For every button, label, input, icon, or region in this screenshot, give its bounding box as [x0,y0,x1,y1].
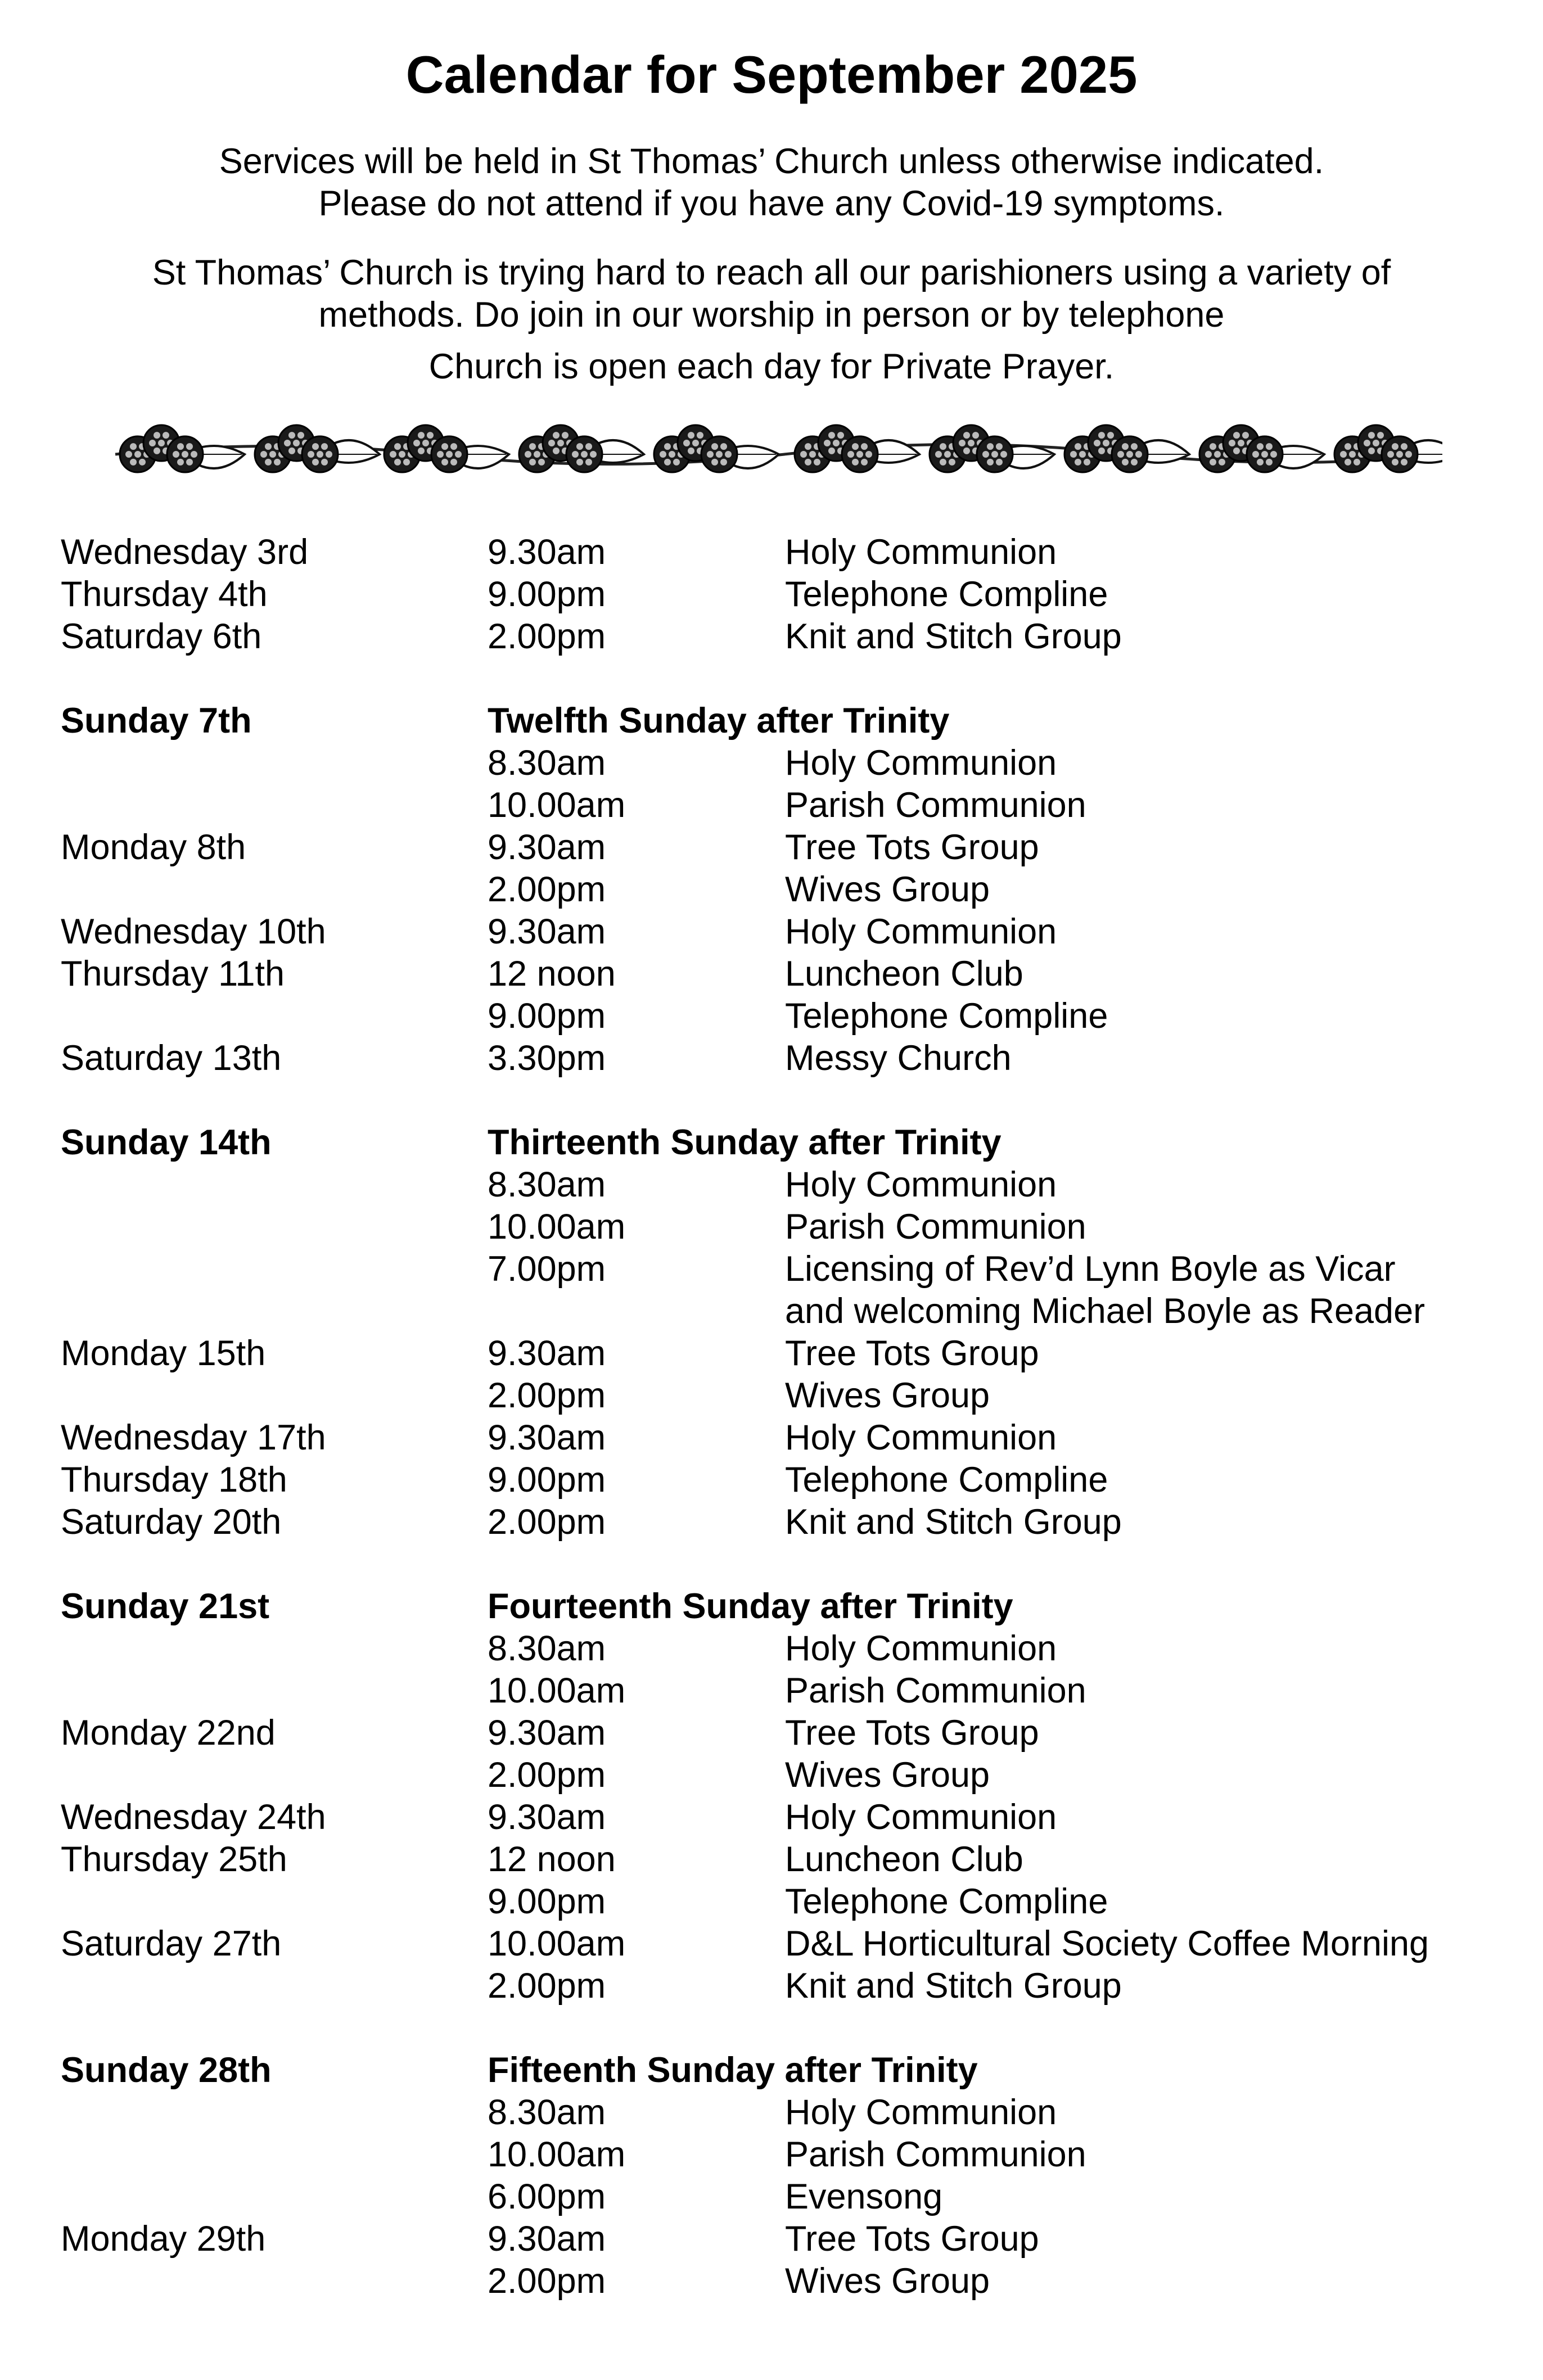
schedule-row [0,2218,1543,2260]
schedule-row [0,1839,1543,1881]
schedule-row [0,1037,1543,1080]
schedule-row [0,1754,1543,1796]
schedule-time: 9.00pm [488,575,606,614]
schedule-time: 9.00pm [488,1460,606,1500]
schedule-spacer [0,1543,1543,1586]
schedule-row [0,531,1543,573]
schedule-event: Wives Group [785,1755,990,1795]
schedule-day: Sunday 14th [61,1123,272,1162]
schedule-event: Holy Communion [785,1165,1057,1204]
schedule-time: 10.00am [488,1207,626,1247]
schedule-time: 2.00pm [488,1376,606,1415]
schedule-time: 9.30am [488,1798,606,1837]
schedule-time: 9.30am [488,828,606,867]
schedule-event: Evensong [785,2177,943,2216]
sunday-heading-row [0,2049,1543,2092]
schedule-time: 2.00pm [488,1502,606,1542]
schedule-event: Wives Group [785,1376,990,1415]
sunday-title: Thirteenth Sunday after Trinity [488,1123,1001,1162]
schedule-event [785,1248,1425,1333]
schedule-time: 3.30pm [488,1038,606,1078]
schedule-time: 10.00am [488,1924,626,1963]
schedule-day: Saturday 27th [61,1924,282,1963]
schedule-time: 9.30am [488,1334,606,1373]
schedule-day: Wednesday 17th [61,1418,326,1457]
schedule-day: Monday 8th [61,828,246,867]
schedule-day: Thursday 4th [61,575,268,614]
schedule-time: 9.30am [488,2219,606,2259]
intro-line: Church is open each day for Private Prayer. [428,347,1115,386]
schedule-event: Holy Communion [785,1798,1057,1837]
schedule-spacer [0,1080,1543,1122]
schedule-day: Sunday 7th [61,701,252,740]
schedule-time: 9.30am [488,1418,606,1457]
schedule-time: 8.30am [488,1629,606,1668]
schedule-day: Wednesday 10th [61,912,326,951]
schedule-event: Parish Communion [785,1671,1086,1710]
schedule-time: 8.30am [488,743,606,783]
schedule-row [0,2176,1543,2218]
schedule-day: Monday 15th [61,1334,266,1373]
schedule-spacer [0,2007,1543,2049]
schedule-event: Luncheon Club [785,1840,1023,1879]
schedule-row [0,1164,1543,1206]
schedule-day: Wednesday 24th [61,1798,326,1837]
schedule-time: 7.00pm [488,1249,606,1289]
sunday-title: Fifteenth Sunday after Trinity [488,2051,978,2090]
schedule-row [0,2260,1543,2302]
schedule-event: Wives Group [785,870,990,909]
schedule-day: Saturday 6th [61,617,262,656]
schedule-row [0,1796,1543,1839]
schedule-row [0,953,1543,995]
schedule-event: Knit and Stitch Group [785,1966,1122,2006]
schedule-time: 10.00am [488,1671,626,1710]
schedule-event: Tree Tots Group [785,1334,1039,1373]
schedule-row [0,1501,1543,1543]
schedule-row [0,616,1543,658]
schedule-event: Holy Communion [785,532,1057,572]
schedule-time: 8.30am [488,1165,606,1204]
schedule-row [0,1417,1543,1459]
schedule-day: Thursday 18th [61,1460,287,1500]
intro-line: Services will be held in St Thomas’ Church unless otherwise indicated. [219,142,1324,181]
schedule-event: Holy Communion [785,743,1057,783]
schedule-day: Sunday 21st [61,1587,270,1626]
schedule-event: Parish Communion [785,1207,1086,1247]
schedule-event: Holy Communion [785,2093,1057,2132]
schedule-row [0,2134,1543,2176]
schedule-day: Wednesday 3rd [61,532,309,572]
schedule-row [0,1628,1543,1670]
schedule-day: Saturday 13th [61,1038,282,1078]
schedule-row [0,1333,1543,1375]
schedule-time: 2.00pm [488,1755,606,1795]
sunday-title: Fourteenth Sunday after Trinity [488,1587,1013,1626]
schedule-row [0,995,1543,1037]
schedule-row [0,1965,1543,2007]
sunday-title: Twelfth Sunday after Trinity [488,701,950,740]
schedule-event: Messy Church [785,1038,1012,1078]
schedule-day: Saturday 20th [61,1502,282,1542]
page-title: Calendar for September 2025 [405,45,1138,104]
schedule-spacer [0,658,1543,700]
sunday-heading-row [0,1586,1543,1628]
schedule-event: Holy Communion [785,1629,1057,1668]
schedule-event: D&L Horticultural Society Coffee Morning [785,1924,1429,1963]
schedule-row [0,1206,1543,1248]
intro-line: methods. Do join in our worship in person or by telephone [318,295,1225,335]
intro-outreach [0,252,1543,336]
sunday-heading-row [0,1122,1543,1164]
intro-line: Please do not attend if you have any Covid-19 symptoms. [318,184,1225,223]
schedule-event-line: and welcoming Michael Boyle as Reader [785,1291,1425,1331]
schedule-row [0,1375,1543,1417]
schedule-time: 10.00am [488,2135,626,2174]
schedule-time: 9.00pm [488,1882,606,1921]
schedule-event: Parish Communion [785,2135,1086,2174]
schedule-row [0,573,1543,616]
schedule-row [0,742,1543,784]
blackberry-vine-icon [110,415,1442,488]
schedule-time: 10.00am [488,785,626,825]
schedule-event: Telephone Compline [785,1460,1108,1500]
schedule-time: 6.00pm [488,2177,606,2216]
schedule-time: 9.30am [488,1713,606,1753]
schedule-event: Tree Tots Group [785,2219,1039,2259]
schedule-row [0,1712,1543,1754]
schedule-row [0,869,1543,911]
schedule-time: 2.00pm [488,617,606,656]
schedule-row [0,1248,1543,1333]
schedule-event: Holy Communion [785,1418,1057,1457]
schedule-event: Tree Tots Group [785,1713,1039,1753]
schedule-event: Holy Communion [785,912,1057,951]
schedule-row [0,784,1543,827]
schedule-time: 9.30am [488,532,606,572]
intro-line: St Thomas’ Church is trying hard to reach all our parishioners using a variety of [152,253,1391,292]
schedule-event: Wives Group [785,2261,990,2301]
schedule-row [0,911,1543,953]
schedule-time: 9.30am [488,912,606,951]
schedule-time: 12 noon [488,1840,616,1879]
schedule-day: Monday 22nd [61,1713,276,1753]
schedule-event: Knit and Stitch Group [785,617,1122,656]
schedule-row [0,827,1543,869]
schedule-time: 2.00pm [488,870,606,909]
schedule-row [0,2092,1543,2134]
schedule-event: Telephone Compline [785,996,1108,1036]
schedule-time: 9.00pm [488,996,606,1036]
schedule-event: Parish Communion [785,785,1086,825]
intro-notice [0,141,1543,225]
schedule-row [0,1923,1543,1965]
schedule-list [0,531,1543,2302]
schedule-event: Telephone Compline [785,575,1108,614]
schedule-time: 8.30am [488,2093,606,2132]
schedule-row [0,1459,1543,1501]
schedule-event: Luncheon Club [785,954,1023,993]
schedule-time: 2.00pm [488,2261,606,2301]
schedule-day: Thursday 11th [61,954,285,993]
schedule-event: Knit and Stitch Group [785,1502,1122,1542]
schedule-event-line: Licensing of Rev’d Lynn Boyle as Vicar [785,1249,1396,1289]
schedule-day: Monday 29th [61,2219,266,2259]
schedule-event: Telephone Compline [785,1882,1108,1921]
schedule-row [0,1670,1543,1712]
intro-prayer [0,346,1543,388]
schedule-day: Sunday 28th [61,2051,272,2090]
schedule-row [0,1881,1543,1923]
schedule-event: Tree Tots Group [785,828,1039,867]
schedule-time: 2.00pm [488,1966,606,2006]
schedule-time: 12 noon [488,954,616,993]
sunday-heading-row [0,700,1543,742]
schedule-day: Thursday 25th [61,1840,287,1879]
